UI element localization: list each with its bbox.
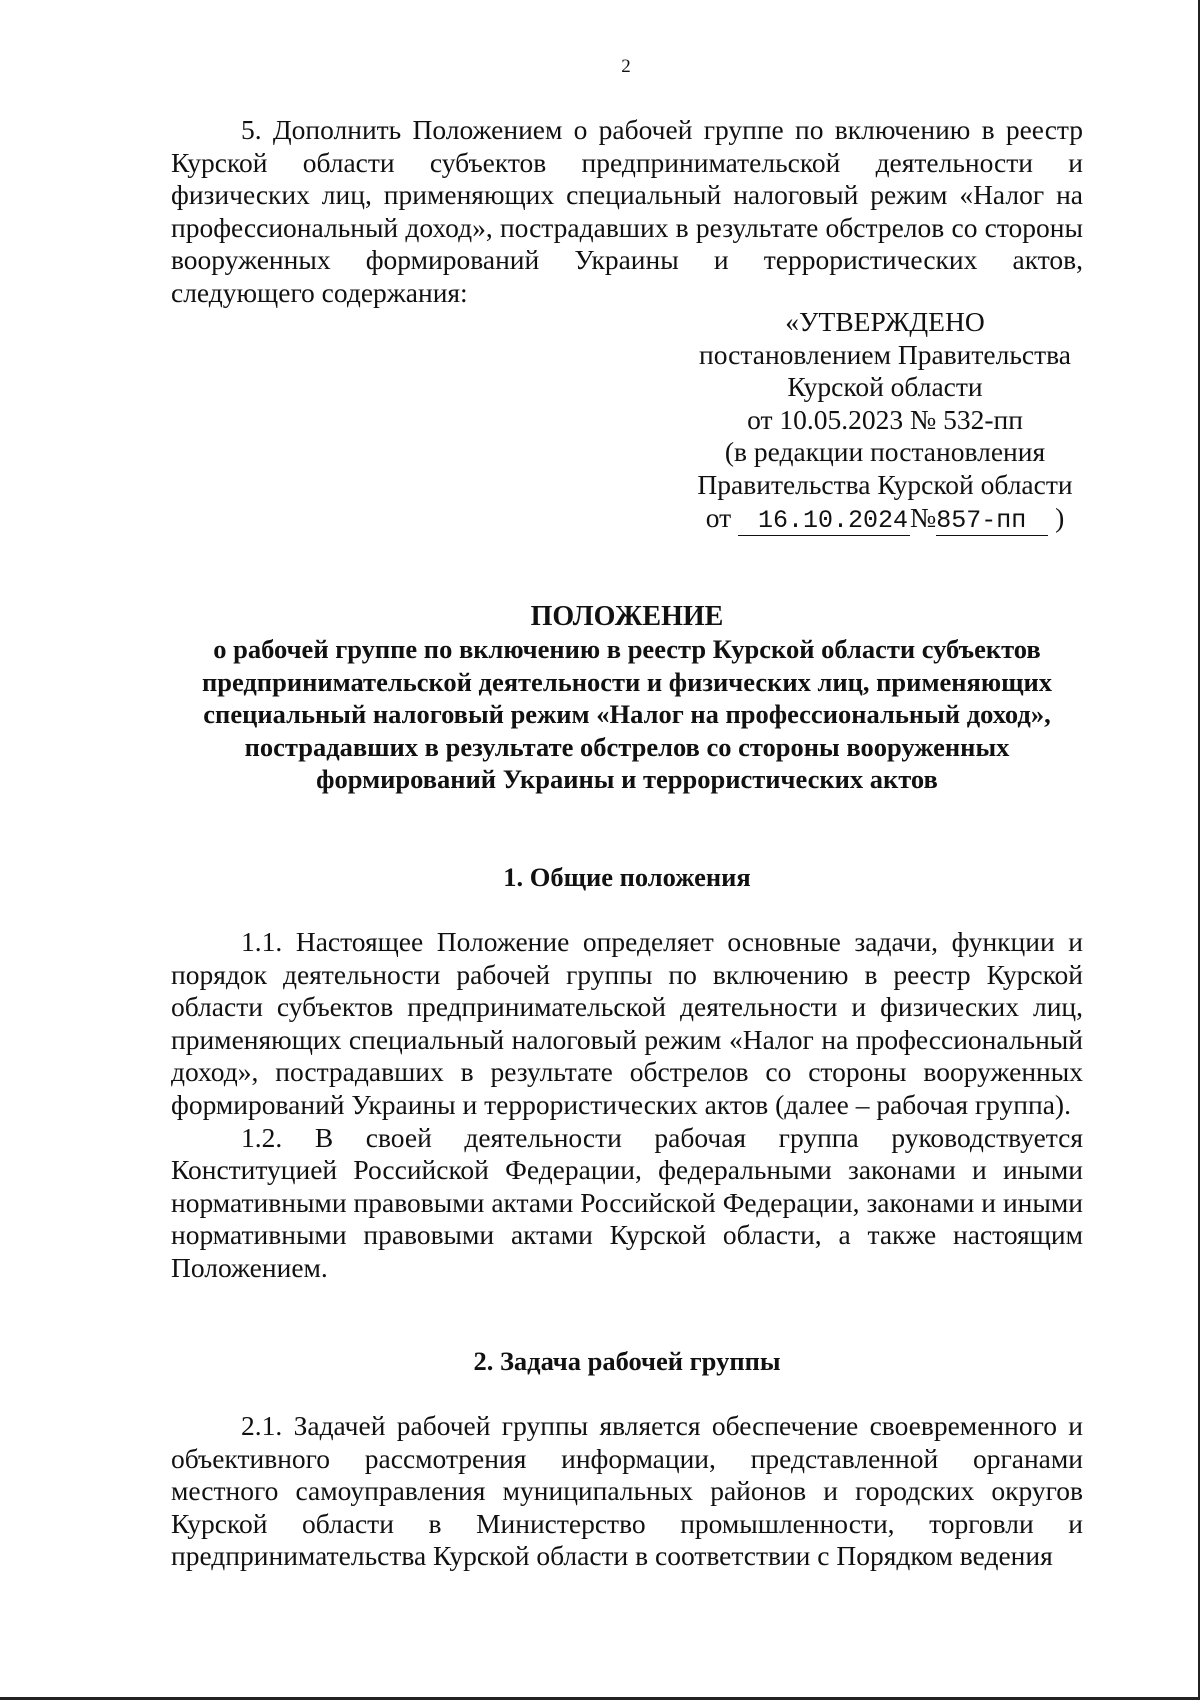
approval-line-government: Правительства Курской области (697, 468, 1073, 500)
approval-line-amendment (680, 502, 1090, 536)
approval-line-edition: (в редакции постановления (724, 436, 1046, 468)
amendment-number-field: 857-пп (936, 507, 1048, 536)
document-subtitle: о рабочей группе по включению в реестр Курской области субъектов предпринимательской деятельности и физических лиц, применяющих специальный налоговый режим «Налог на профессиональный доход», пострадавших в результате обстрелов со стороны вооруженных формирований Украины и террористических актов (201, 634, 1053, 795)
paragraph-1-1: 1.1. Настоящее Положение определяет основные задачи, функции и порядок деятельности рабочей группы по включению в реестр Курской области субъектов предпринимательской деятельности и физических лиц, применяющих специальный налоговый режим «Налог на профессиональный доход», пострадавших в результате обстрелов со стороны вооруженных формирований Украины и террористических актов (далее – рабочая группа). (171, 926, 1083, 1120)
approval-line-region: Курской области (787, 371, 983, 403)
closing-paren: ) (1055, 501, 1065, 533)
lead-paragraph-block (171, 114, 1083, 310)
number-sign: № (910, 501, 937, 533)
approval-line-approved: «УТВЕРЖДЕНО (785, 306, 985, 337)
amendment-date-field: 16.10.2024 (738, 507, 910, 536)
section-1-heading: 1. Общие положения (503, 862, 751, 892)
approval-from-label: от (705, 501, 732, 533)
page-number: 2 (621, 56, 631, 77)
section-2-body (171, 1410, 1083, 1573)
document-title: ПОЛОЖЕНИЕ (530, 601, 724, 632)
section-2-heading: 2. Задача рабочей группы (473, 1346, 781, 1376)
section-1-body (171, 926, 1083, 1285)
paragraph-1-2: 1.2. В своей деятельности рабочая группа руководствуется Конституцией Российской Федерации, федеральными законами и иными нормативными правовыми актами Российской Федерации, законами и иными нормативными правовыми актами Курской области, а также настоящим Положением. (171, 1121, 1083, 1283)
paragraph-2-1: 2.1. Задачей рабочей группы является обеспечение своевременного и объективного рассмотрения информации, представленной органами местного самоуправления муниципальных районов и городских округов Курской области в Министерство промышленности, торговли и предпринимательства Курской области в соответствии с Порядком ведения (171, 1410, 1083, 1572)
approval-line-resolution: постановлением Правительства (699, 338, 1071, 370)
lead-paragraph: 5. Дополнить Положением о рабочей группе по включению в реестр Курской области субъектов предпринимательской деятельности и физических лиц, применяющих специальный налоговый режим «Налог на профессиональный доход», пострадавших в результате обстрелов со стороны вооруженных формирований Украины и террористических актов, следующего содержания: (171, 114, 1083, 308)
approval-stamp-block (680, 306, 1090, 536)
approval-line-original-date: от 10.05.2023 № 532-пп (747, 403, 1023, 435)
